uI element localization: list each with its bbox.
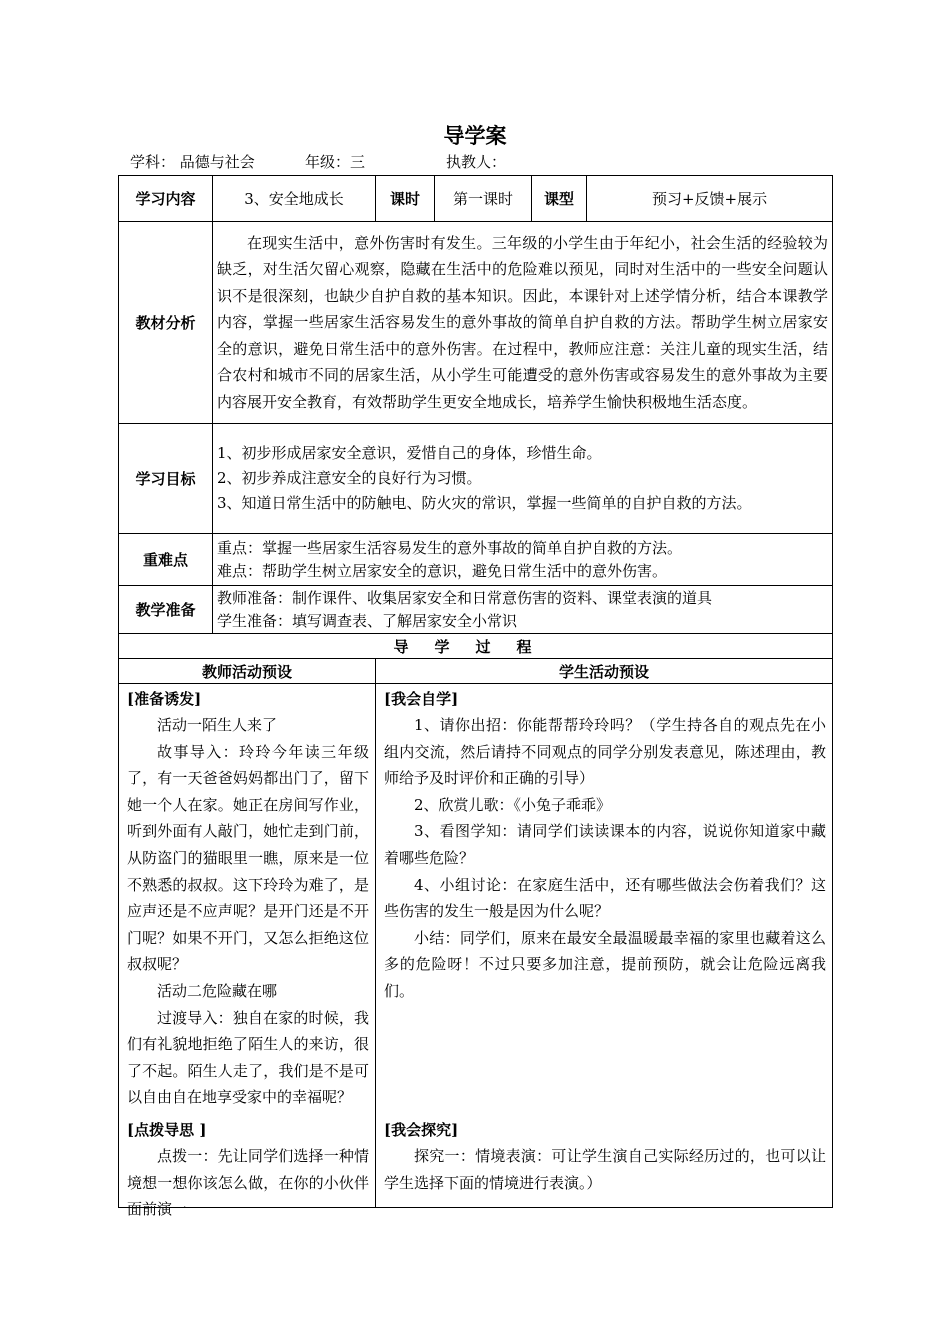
lesson-plan-table bbox=[118, 175, 833, 1219]
type-value: 预习+反馈+展示 bbox=[587, 176, 833, 222]
goals-cell bbox=[213, 424, 833, 534]
student-activities bbox=[376, 684, 833, 1208]
content-value: 3、安全地成长 bbox=[213, 176, 376, 222]
prep-label: 教学准备 bbox=[119, 586, 213, 634]
content-label: 学习内容 bbox=[119, 176, 213, 222]
keypoints-cell bbox=[213, 534, 833, 586]
student-col-header: 学生活动预设 bbox=[376, 659, 833, 684]
student-task-2: 2、欣赏儿歌：《小兔子乖乖》 bbox=[414, 795, 612, 814]
row-goals bbox=[119, 424, 833, 534]
subject-field: 学科： 品德与社会 bbox=[130, 153, 255, 171]
student-section-explore: [我会探究] bbox=[384, 1121, 459, 1139]
difficult-point: 难点：帮助学生树立居家安全的意识，避免日常生活中的意外伤害。 bbox=[217, 561, 668, 580]
student-task-3: 3、看图学知：请同学们读读课本的内容，说说你知道家中藏着哪些危险？ bbox=[384, 822, 827, 867]
key-point: 重点：掌握一些居家生活容易发生的意外事故的简单自护自救的方法。 bbox=[217, 538, 683, 557]
process-header-text: 导学过程 bbox=[393, 637, 558, 656]
row-keypoints bbox=[119, 534, 833, 586]
prep-cell bbox=[213, 586, 833, 634]
teacher-activity-1: 活动一陌生人来了 bbox=[157, 716, 278, 734]
document-title: 导学案 bbox=[443, 123, 507, 148]
keypoints-label: 重难点 bbox=[119, 534, 213, 586]
row-prep bbox=[119, 586, 833, 634]
row-basic-info bbox=[119, 176, 833, 222]
student-task-1: 1、请你出招：你能帮帮玲玲吗？（学生持各自的观点先在小组内交流，然后请持不同观点的同学分别发表意见，陈述理由，教师给予及时评价和正确的引导） bbox=[384, 716, 827, 788]
goal-item: 3、知道日常生活中的防触电、防火灾的常识，掌握一些简单的自护自救的方法。 bbox=[217, 494, 752, 512]
row-analysis bbox=[119, 222, 833, 424]
analysis-label: 教材分析 bbox=[119, 222, 213, 424]
goals-list bbox=[213, 437, 832, 520]
grade-field: 年级：三 bbox=[305, 153, 366, 171]
goal-item: 1、初步形成居家安全意识，爱惜自己的身体，珍惜生命。 bbox=[217, 444, 602, 462]
row-process-header bbox=[119, 634, 833, 659]
goal-item: 2、初步养成注意安全的良好行为习惯。 bbox=[217, 469, 482, 487]
analysis-cell bbox=[213, 222, 833, 424]
student-explore-1: 探究一：情境表演：可让学生演自己实际经历过的，也可以让学生选择下面的情境进行表演。） bbox=[384, 1147, 827, 1192]
period-value: 第一课时 bbox=[435, 176, 532, 222]
teacher-col-header: 教师活动预设 bbox=[119, 659, 376, 684]
process-header bbox=[119, 634, 833, 659]
row-column-headers bbox=[119, 659, 833, 684]
student-task-4: 4、小组讨论：在家庭生活中，还有哪些做法会伤着我们？这些伤害的发生一般是因为什么呢？ bbox=[384, 875, 827, 921]
teacher-section-prepare: [准备诱发] bbox=[127, 690, 202, 708]
student-summary: 小结：同学们，原来在最安全最温暖最幸福的家里也藏着这么多的危险呀！不过只要多加注意，提前预防，就会让危险远离我们。 bbox=[384, 928, 827, 1000]
student-prep: 学生准备：填写调查表、了解居家安全小常识 bbox=[217, 611, 518, 630]
prep-list bbox=[213, 587, 832, 633]
teacher-activity-2: 活动二危险藏在哪 bbox=[157, 981, 278, 1000]
period-label: 课时 bbox=[376, 176, 435, 222]
student-section-selfstudy: [我会自学] bbox=[384, 690, 459, 708]
type-label: 课型 bbox=[532, 176, 587, 222]
teacher-story: 故事导入：玲玲今年读三年级了，有一天爸爸妈妈都出门了，留下她一个人在家。她正在房间写作业，听到外面有人敲门，她忙走到门前，从防盗门的猫眼里一瞧，原来是一位不熟悉的叔叔。这下玲玲为难了，是应声还是不应声呢？是开门还是不开门呢？如果不开门，又怎么拒绝这位叔叔呢？ bbox=[127, 742, 370, 974]
teacher-activities bbox=[119, 684, 376, 1219]
teacher-transition: 过渡导入：独自在家的时候，我们有礼貌地拒绝了陌生人的来访，很了不起。陌生人走了，我们是不是可以自由自在地享受家中的幸福呢？ bbox=[127, 1008, 370, 1107]
keypoints-list bbox=[213, 535, 832, 585]
teacher-guide-1: 点拨一：先让同学们选择一种情境想一想你该怎么做，在你的小伙伴面前演一 bbox=[127, 1147, 370, 1219]
analysis-text: 在现实生活中，意外伤害时有发生。三年级的小学生由于年纪小，社会生活的经验较为缺乏，对生活欠留心观察，隐藏在生活中的危险难以预见，同时对生活中的一些安全问题认识不是很深刻，也缺少自护自救的基本知识。因此，本课针对上述学情分析，结合本课教学内容，掌握一些居家生活容易发生的意外事故的简单自护自救的方法。帮助学生树立居家安全的意识，避免日常生活中的意外伤害。在过程中，教师应注意：关注儿童的现实生活，结合农村和城市不同的居家生活，从小学生可能遭受的意外伤害或容易发生的意外事故为主要内容展开安全教育，有效帮助学生更安全地成长，培养学生愉快积极地生活态度。 bbox=[217, 233, 829, 411]
goals-label: 学习目标 bbox=[119, 424, 213, 534]
row-activities bbox=[119, 684, 833, 1208]
teacher-section-guide: [点拨导思 ] bbox=[127, 1121, 207, 1139]
teacher-field: 执教人： bbox=[446, 153, 507, 171]
teacher-prep: 教师准备：制作课件、收集居家安全和日常意伤害的资料、课堂表演的道具 bbox=[217, 588, 713, 607]
